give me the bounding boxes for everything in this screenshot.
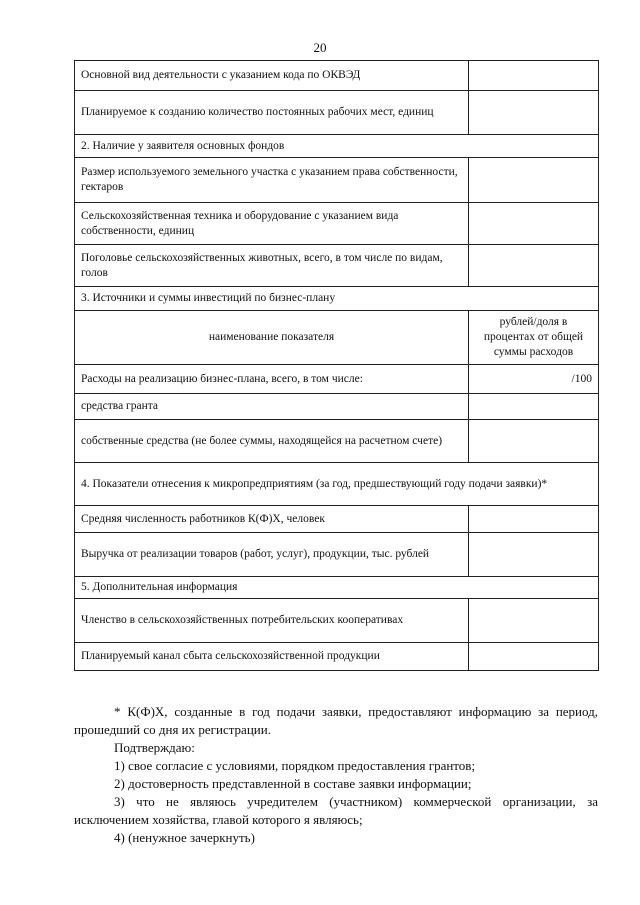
row-label: средства гранта bbox=[75, 394, 469, 420]
table-row bbox=[75, 203, 599, 245]
table-row bbox=[75, 245, 599, 287]
table-row bbox=[75, 61, 599, 91]
section-row bbox=[75, 577, 599, 599]
row-value-cell bbox=[469, 91, 599, 135]
table-row bbox=[75, 394, 599, 420]
row-label: Средняя численность работников К(Ф)Х, человек bbox=[75, 506, 469, 533]
row-value-cell bbox=[469, 533, 599, 577]
row-label: собственные средства (не более суммы, находящейся на расчетном счете) bbox=[75, 420, 469, 463]
table-row bbox=[75, 91, 599, 135]
row-label: Сельскохозяйственная техника и оборудование с указанием вида собственности, единиц bbox=[75, 203, 469, 245]
table-row bbox=[75, 506, 599, 533]
row-label: Выручка от реализации товаров (работ, услуг), продукции, тыс. рублей bbox=[75, 533, 469, 577]
section-title: 3. Источники и суммы инвестиций по бизнес-плану bbox=[75, 287, 599, 311]
row-value-cell bbox=[469, 506, 599, 533]
row-value-cell bbox=[469, 643, 599, 671]
row-value-cell bbox=[469, 394, 599, 420]
table-row bbox=[75, 599, 599, 643]
section-row bbox=[75, 463, 599, 506]
section-row bbox=[75, 287, 599, 311]
confirmation-item: 3) что не являюсь учредителем (участником) коммерческой организации, за исключением хозяйства, главой которого я являюсь; bbox=[74, 794, 598, 827]
section-title: 5. Дополнительная информация bbox=[75, 577, 599, 599]
row-value-cell bbox=[469, 599, 599, 643]
section-title: 4. Показатели отнесения к микропредприятиям (за год, предшествующий году подачи заявки)* bbox=[75, 463, 599, 506]
row-label: Расходы на реализацию бизнес-плана, всего, в том числе: bbox=[75, 365, 469, 394]
row-label: Поголовье сельскохозяйственных животных, всего, в том числе по видам, голов bbox=[75, 245, 469, 287]
row-value-cell bbox=[469, 158, 599, 203]
table-row bbox=[75, 420, 599, 463]
row-label: Планируемое к созданию количество постоянных рабочих мест, единиц bbox=[75, 91, 469, 135]
section-row bbox=[75, 135, 599, 158]
column-header-indicator: наименование показателя bbox=[75, 311, 469, 365]
table-row bbox=[75, 643, 599, 671]
row-label: Планируемый канал сбыта сельскохозяйственной продукции bbox=[75, 643, 469, 671]
row-value-cell bbox=[469, 245, 599, 287]
row-value-cell: /100 bbox=[469, 365, 599, 394]
footnote-block bbox=[74, 703, 598, 847]
row-label: Размер используемого земельного участка с указанием права собственности, гектаров bbox=[75, 158, 469, 203]
confirmation-item: 1) свое согласие с условиями, порядком предоставления грантов; bbox=[114, 758, 476, 773]
confirmation-item: 2) достоверность представленной в составе заявки информации; bbox=[114, 776, 472, 791]
table-row bbox=[75, 158, 599, 203]
page-number: 20 bbox=[313, 40, 327, 55]
confirmation-item: 4) (ненужное зачеркнуть) bbox=[114, 830, 255, 845]
application-form-table bbox=[74, 60, 599, 671]
section-title: 2. Наличие у заявителя основных фондов bbox=[75, 135, 599, 158]
row-value-cell bbox=[469, 203, 599, 245]
table-header-row bbox=[75, 311, 599, 365]
row-label: Основной вид деятельности с указанием кода по ОКВЭД bbox=[75, 61, 469, 91]
confirmation-heading: Подтверждаю: bbox=[114, 740, 195, 755]
footnote-text: * К(Ф)Х, созданные в год подачи заявки, предоставляют информацию за период, прошедший со дня их регистрации. bbox=[74, 704, 598, 737]
row-label: Членство в сельскохозяйственных потребительских кооперативах bbox=[75, 599, 469, 643]
table-row bbox=[75, 533, 599, 577]
row-value-cell bbox=[469, 61, 599, 91]
table-row bbox=[75, 365, 599, 394]
column-header-amount: рублей/доля в процентах от общей суммы расходов bbox=[469, 311, 599, 365]
row-value-cell bbox=[469, 420, 599, 463]
